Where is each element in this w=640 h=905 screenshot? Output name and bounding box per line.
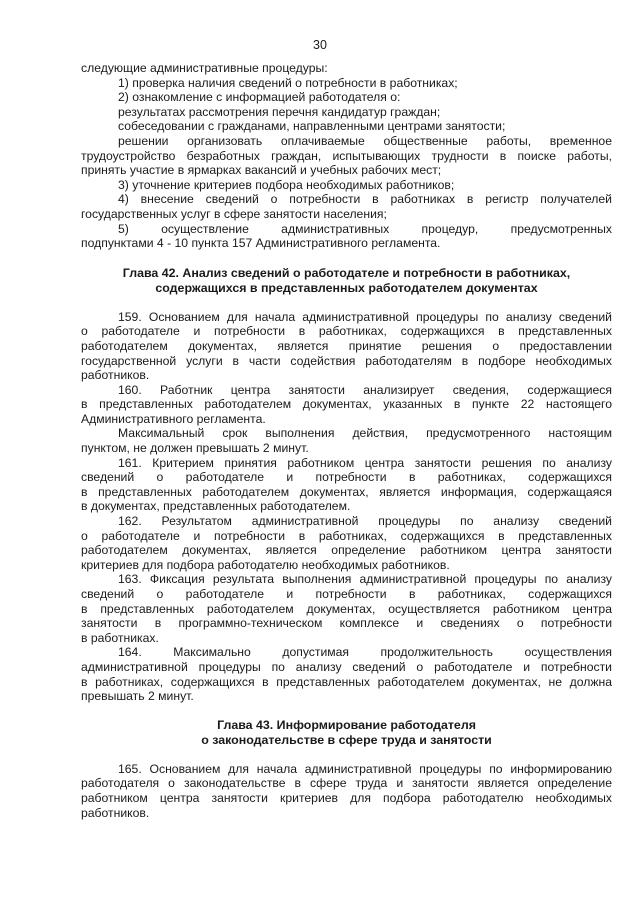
- intro-procedures: [81, 61, 612, 251]
- text-line: 1) проверка наличия сведений о потребности в работниках;: [118, 75, 458, 90]
- page-number: 30: [313, 38, 327, 52]
- text-line: работодателем документах, является принятие решения о предоставлении: [81, 338, 612, 353]
- text-line: о работодателе и потребности в работниках, содержащихся в представленных: [81, 528, 612, 543]
- heading-line: о законодательстве в сфере труда и занятости: [201, 732, 492, 747]
- heading-line: Глава 43. Информирование работодателя: [217, 717, 476, 732]
- text-line: работником центра занятости критериев для подбора работодателю необходимых: [81, 790, 612, 805]
- text-line: 161. Критерием принятия работником центра занятости решения по анализу: [118, 455, 612, 470]
- text-line: в представленных работодателем документах, осуществляется работником центра: [81, 601, 612, 616]
- text-line: 5) осуществление административных процедур, предусмотренных: [118, 221, 612, 236]
- chapter-42-heading: [81, 266, 612, 296]
- text-line: сведений о работодателе и потребности в работниках, содержащихся: [81, 470, 612, 485]
- text-line: результатах рассмотрения перечня кандидатур граждан;: [118, 104, 441, 119]
- text-line: принять участие в ярмарках вакансий и учебных рабочих мест;: [81, 163, 442, 178]
- chapter-43-body: [81, 762, 612, 820]
- text-line: работников.: [81, 368, 150, 383]
- text-line: 165. Основанием для начала административной процедуры по информированию: [118, 761, 612, 776]
- text-line: подпунктами 4 - 10 пункта 157 Административного регламента.: [81, 236, 441, 251]
- text-line: 2) ознакомление с информацией работодателя о:: [118, 90, 401, 105]
- text-line: трудоустройство безработных граждан, испытывающих трудности в поиске работы,: [81, 148, 612, 163]
- text-line: административной процедуры по анализу сведений о работодателе и потребности: [81, 659, 612, 674]
- text-line: 4) внесение сведений о потребности в работниках в регистр получателей: [118, 192, 612, 207]
- text-line: работодателя о законодательстве в сфере труда и занятости является определение: [81, 776, 612, 791]
- text-line: превышать 2 минут.: [81, 689, 194, 704]
- heading-line: Глава 42. Анализ сведений о работодателе и потребности в работниках,: [122, 265, 571, 280]
- chapter-42-body: [81, 310, 612, 704]
- text-line: в документах, представленных работодателем.: [81, 499, 351, 514]
- text-line: 3) уточнение критериев подбора необходимых работников;: [118, 177, 455, 192]
- text-line: работников.: [81, 805, 150, 820]
- text-line: в представленных работодателем документах, указанных в пункте 22 настоящего: [81, 397, 612, 412]
- text-line: пунктом, не должен превышать 2 минут.: [81, 441, 309, 456]
- text-line: государственных услуг в сфере занятости населения;: [81, 206, 387, 221]
- text-line: 162. Результатом административной процедуры по анализу сведений: [118, 514, 612, 529]
- chapter-43-heading: [81, 718, 612, 748]
- text-line: 164. Максимально допустимая продолжительность осуществления: [118, 645, 612, 660]
- text-line: решении организовать оплачиваемые общественные работы, временное: [118, 133, 612, 148]
- page-body: [81, 61, 612, 820]
- text-line: 160. Работник центра занятости анализирует сведения, содержащиеся: [118, 382, 612, 397]
- text-line: 163. Фиксация результата выполнения административной процедуры по анализу: [118, 572, 612, 587]
- text-line: критериев для подбора работодателю необходимых работников.: [81, 557, 450, 572]
- text-line: в представленных работодателем документах, является информация, содержащаяся: [81, 484, 612, 499]
- text-line: работодателем документах, является определение работником центра занятости: [81, 543, 612, 558]
- text-line: 159. Основанием для начала административной процедуры по анализу сведений: [118, 309, 612, 324]
- heading-line: содержащихся в представленных работодателем документах: [155, 280, 538, 295]
- text-line: собеседовании с гражданами, направленными центрами занятости;: [118, 119, 506, 134]
- text-line: о работодателе и потребности в работниках, содержащихся в представленных: [81, 324, 612, 339]
- text-line: Максимальный срок выполнения действия, предусмотренного настоящим: [118, 426, 612, 441]
- text-line: следующие административные процедуры:: [81, 61, 328, 75]
- text-line: Административного регламента.: [81, 411, 266, 426]
- text-line: в работниках.: [81, 630, 159, 645]
- text-line: сведений о работодателе и потребности в работниках, содержащихся: [81, 587, 612, 601]
- text-line: в работниках, содержащихся в представленных работодателем документах, не должна: [81, 674, 612, 689]
- text-line: занятости в программно-техническом комплексе и сведениях о потребности: [81, 616, 612, 631]
- text-line: государственной услуги в части содействия работодателям в подборе необходимых: [81, 353, 612, 368]
